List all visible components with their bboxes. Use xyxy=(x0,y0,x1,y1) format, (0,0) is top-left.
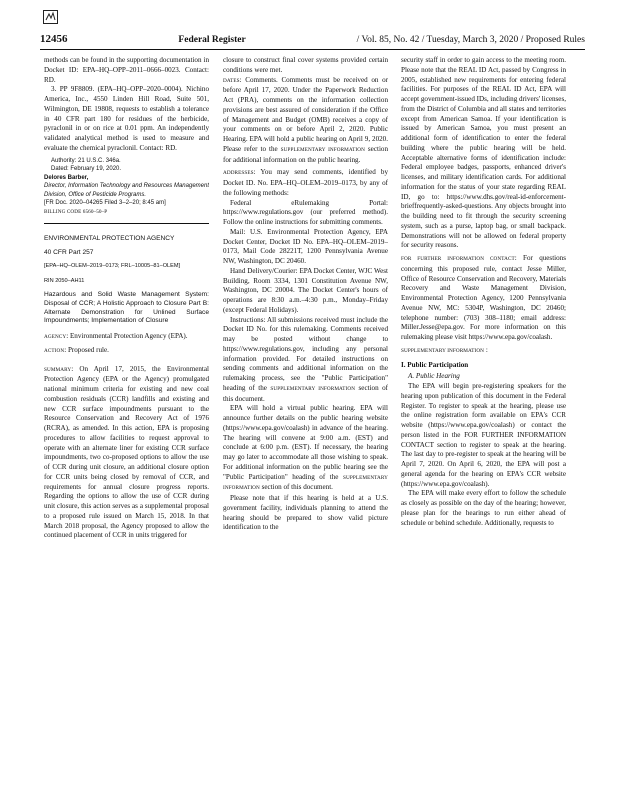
docket-id: [EPA–HQ–OLEM–2019–0173; FRL–10005–81–OLEM] xyxy=(44,263,181,270)
summary-label: SUMMARY xyxy=(44,366,72,373)
column-1 xyxy=(44,56,209,794)
supplementary-heading xyxy=(401,346,566,357)
addresses-text: : You may send comments, identified by Docket ID. No. EPA–HQ–OLEM–2019–0173, by any of the following methods: xyxy=(223,168,388,197)
paragraph: 3. PP 9F8809. (EPA–HQ–OPP–2020–0004). Nichino America, Inc., 4550 Linden Hill Road, Suite 501, Wilmington, DE 19808, requests to establish a tolerance in 40 CFR part 180 for residues of the herbicide, pyraclonil in or on rice at 0.01 ppm. An independently validated analytical method is used to measure and evaluate the chemical pyraclonil. Contact: RD. xyxy=(44,85,209,152)
agency-text: : Environmental Protection Agency (EPA). xyxy=(66,332,188,341)
virtual-hearing-text: EPA will hold a virtual public hearing. EPA will announce further details on the public hearing website (https://www.epa.gov/coalash) in advance of the hearing. The hearing will convene at 9:00 a.m. (EST) and conclude at 6:00 p.m. (EST). If necessary, the hearing may go later to accommodate all those wishing to speak. For additional information on the public hearing see the "Public Participation" heading of the xyxy=(223,404,388,481)
agency-label: AGENCY xyxy=(44,334,67,341)
page-number: 12456 xyxy=(40,33,68,45)
instructions-paragraph xyxy=(223,316,388,405)
dates-text: : Comments. Comments must be received on or before April 17, 2020. Under the Paperwork Reduction Act (PRA), comments on the information collection provisions are best assured of consideration if the Office of Management and Budget (OMB) receives a copy of your comments on or before April 2, 2020. Public Hearing. EPA will hold a public hearing on April 9, 2020. Please refer to the xyxy=(223,75,388,153)
note-paragraph: Please note that if this hearing is held at a U.S. government facility, individuals planning to attend the hearing should be prepared to show valid picture identification to the xyxy=(223,494,388,532)
hand-delivery-item: Hand Delivery/Courier: EPA Docket Center, WJC West Building, Room 3334, 1301 Constitution Avenue NW, Washington, DC 20004. The Docket Center's hours of operations are 8:30 a.m.–4:30 p.m., Monday–Friday (except Federal Holidays). xyxy=(223,266,388,314)
action-line xyxy=(44,346,209,357)
dates-paragraph xyxy=(223,76,388,166)
rin-number: RIN 2050–AH11 xyxy=(44,277,85,284)
contact-paragraph xyxy=(401,254,566,343)
summary-paragraph xyxy=(44,365,209,542)
supplementary-ref: SUPPLEMENTARY INFORMATION xyxy=(270,385,356,392)
subsection-heading: A. Public Hearing xyxy=(408,372,460,381)
publication-name: Federal Register xyxy=(178,35,246,45)
action-label: ACTION xyxy=(44,347,65,354)
contact-label: FOR FURTHER INFORMATION CONTACT xyxy=(401,256,515,262)
supplementary-ref: SUPPLEMENTARY INFORMATION xyxy=(280,146,365,153)
column-2 xyxy=(223,56,388,794)
federal-portal-item: Federal eRulemaking Portal: https://www.regulations.gov (our preferred method). Follow the online instructions for submitting comments. xyxy=(223,198,388,226)
supplementary-ref: SUPPLEMENTARY INFORMATION xyxy=(223,474,388,492)
virtual-hearing-paragraph xyxy=(223,404,388,494)
issue-info: / Vol. 85, No. 42 / Tuesday, March 3, 2020 / Proposed Rules xyxy=(356,35,585,45)
billing-code: BILLING CODE 6560–50–P xyxy=(44,208,108,215)
contact-text: : For questions concerning this proposed rule, contact Jesse Miller, Office of Resource Conservation and Recovery, Materials Recovery and Waste Management Division, Environmental Protection Agency, 1200 Pennsylvania Avenue NW, MC: 5304P, Washington, DC 20460; telephone number: (703) 308–1180; email address: Miller.Jesse@epa.gov. For more information on this rulemaking please visit https://www.epa.gov/coalash. xyxy=(401,254,566,341)
rule-title: Hazardous and Solid Waste Management System: Disposal of CCR; A Holistic Approach to Closure Part B: Alternate Demonstration for Unlined Surface Impoundments; Implementation of Closure xyxy=(44,291,209,325)
column-3 xyxy=(401,56,566,794)
addresses-paragraph xyxy=(223,168,388,198)
dated-line: Dated: February 19, 2020. xyxy=(51,166,122,172)
section-heading: I. Public Participation xyxy=(401,360,469,369)
supplementary-colon: : xyxy=(485,345,488,354)
scan-mark-icon xyxy=(43,10,58,24)
paragraph: methods can be found in the supporting documentation in Docket ID: EPA–HQ–OPP–2011–0666–0023. Contact: RD. xyxy=(44,56,209,84)
mail-item: Mail: U.S. Environmental Protection Agency, EPA Docket Center, Docket ID No. EPA–HQ–OLEM–2019–0173, Mail Code 28221T, 1200 Pennsylvania Avenue NW, Washington, DC 20460. xyxy=(223,227,388,265)
authority-line: Authority: 21 U.S.C. 346a. xyxy=(51,157,121,164)
fr-doc-line: [FR Doc. 2020–04265 Filed 3–2–20; 8:45 am] xyxy=(44,200,166,206)
virtual-hearing-tail: section of this document. xyxy=(261,483,333,492)
summary-text: : On April 17, 2015, the Environmental Protection Agency (EPA or the Agency) promulgated national minimum criteria for existing and new coal combustion residuals (CCR) landfills and existing and new CCR surface impoundments pursuant to the Resource Conservation and Recovery Act of 1976 (RCRA), as amended. In this action, EPA is proposing procedures to allow facilities to request approval to operate with an alternate liner for existing CCR surface impoundments, two co-proposed options to allow the use of CCR during unit closure, an additional closure option for CCR units being closed by removal of CCR, and requirements for annual closure progress reports. Regarding the options to allow the use of CCR during unit closure, this action serves as a supplemental proposal to a proposed rule issued on March 15, 2018. In that March 2018 proposal, the Agency proposed to allow the continued placement of CCR in units triggered for xyxy=(44,364,209,540)
cfr-part: 40 CFR Part 257 xyxy=(44,249,94,257)
page-header xyxy=(40,33,585,50)
signer-title: Director, Information Technology and Resources Management Division, Office of Pesticide Programs. xyxy=(44,183,209,198)
addresses-label: ADDRESSES xyxy=(223,170,254,177)
agency-heading: ENVIRONMENTAL PROTECTION AGENCY xyxy=(44,235,175,243)
paragraph: closure to construct final cover systems provided certain conditions were met. xyxy=(223,56,388,74)
dates-label: DATES xyxy=(223,77,240,84)
section-divider xyxy=(44,223,209,224)
agency-line xyxy=(44,332,209,343)
action-text: : Proposed rule. xyxy=(64,345,109,354)
dates-tail: section for additional information on the public hearing. xyxy=(223,144,388,164)
signer-name: Delores Barber, xyxy=(44,174,89,181)
paragraph: security staff in order to gain access to the meeting room. Please note that the REAL ID Act, passed by Congress in 2005, established new requirements for entering federal facilities. For purposes of the REAL ID Act, EPA will accept government-issued IDs, including drivers' licenses, from the District of Columbia and all states and territories except from American Samoa. If your identification is issued by American Samoa, you must present an additional form of identification to enter the federal building where the public hearing will be held. Acceptable alternative forms of identification include: Federal employee badges, passports, enhanced driver's licenses, and military identification cards. For additional information for the status of your state regarding REAL ID, go to: https://www.dhs.gov/real-id-enforcement-brieffrequently-asked-questions. Any objects brought into the building need to fit through the security screening system, such as a purse, laptop bag, or small backpack. Demonstrations will not be allowed on federal property for security reasons. xyxy=(401,56,566,250)
supplementary-label: SUPPLEMENTARY INFORMATION xyxy=(401,347,485,354)
instructions-text: Instructions: All submissions received must include the Docket ID No. for this rulemaking. Comments received may be posted without change to https://www.regulations.gov, including any personal information provided. For detailed instructions on sending comments and additional information on the rulemaking process, see the "Public Participation" heading of the xyxy=(223,315,388,392)
hearing-paragraph: The EPA will make every effort to follow the schedule as closely as possible on the day of the hearing; however, please plan for the hearings to run either ahead of schedule or behind schedule. Additionally, requests to xyxy=(401,489,566,527)
hearing-paragraph: The EPA will begin pre-registering speakers for the hearing upon publication of this document in the Federal Register. To register to speak at the hearing, please use the online registration form available on EPA's CCR website (https://www.epa.gov/coalash) or contact the person listed in the FOR FURTHER INFORMATION CONTACT section to register to speak at the hearing. The last day to pre-register to speak at the hearing will be April 7, 2020. On April 6, 2020, the EPA will post a general agenda for the hearing on EPA's CCR website (https://www.epa.gov/coalash). xyxy=(401,382,566,488)
instructions-tail: section of this document. xyxy=(223,383,388,403)
